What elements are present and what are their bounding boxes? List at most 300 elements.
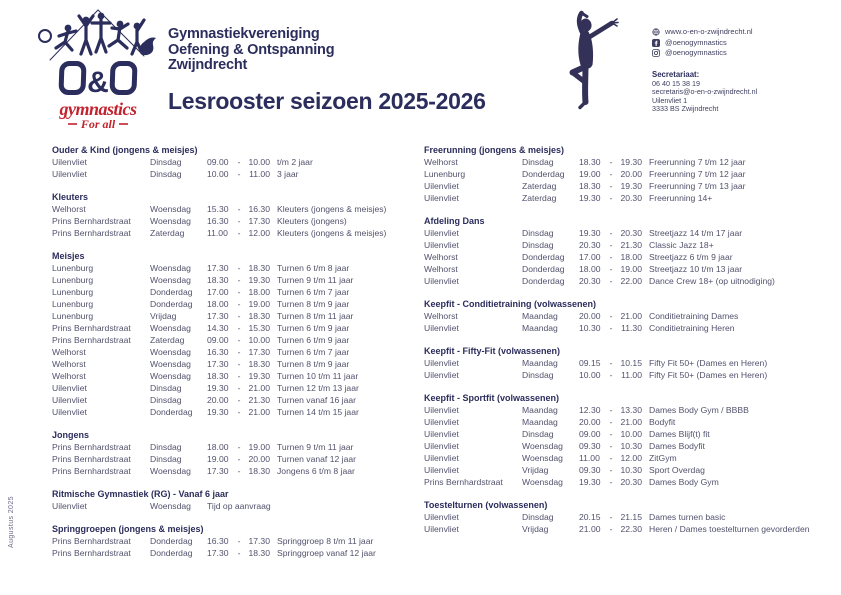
schedule-row: [52, 465, 424, 477]
section-title: Springgroepen (jongens & meisjes): [52, 524, 204, 534]
row-start-time: 09.30: [579, 465, 601, 475]
row-description: Dames turnen basic: [649, 512, 726, 522]
row-time-separator: -: [237, 311, 241, 321]
row-start-time: 17.30: [207, 548, 229, 558]
schedule-row: [52, 274, 424, 286]
schedule-row: [52, 334, 424, 346]
schedule-section: [52, 144, 424, 180]
row-time-separator: -: [609, 311, 613, 321]
row-description: Dames Bodyfit: [649, 441, 705, 451]
row-description: Streetjazz 10 t/m 13 jaar: [649, 264, 743, 274]
secretariat-street: Uilenvliet 1: [652, 95, 688, 105]
row-location: Uilenvliet: [52, 383, 87, 393]
secretariat-block: [652, 71, 757, 114]
row-time-separator: -: [609, 477, 613, 487]
row-location: Welhorst: [424, 252, 458, 262]
row-start-time: 14.30: [207, 323, 229, 333]
row-end-time: 19.00: [620, 264, 642, 274]
secretariat-city: 3333 BS Zwijndrecht: [652, 104, 719, 114]
row-start-time: 11.00: [207, 228, 228, 238]
logo-letter-o-left: [59, 61, 87, 95]
row-end-time: 12.00: [248, 228, 270, 238]
row-start-time: 17.30: [207, 359, 229, 369]
row-time-separator: -: [609, 193, 613, 203]
schedule-row: [52, 394, 424, 406]
row-day: Dinsdag: [522, 228, 554, 238]
schedule-row: [424, 464, 830, 476]
row-time-separator: -: [237, 371, 241, 381]
row-time-separator: -: [609, 264, 613, 274]
row-start-time: 20.00: [579, 417, 601, 427]
row-end-time: 21.15: [620, 512, 642, 522]
row-time-separator: -: [237, 442, 241, 452]
secretariat-label: Secretariaat:: [652, 70, 700, 79]
row-end-time: 20.00: [248, 454, 270, 464]
section-title: Ouder & Kind (jongens & meisjes): [52, 145, 198, 155]
row-day: Woensdag: [522, 453, 563, 463]
row-end-time: 21.00: [620, 311, 642, 321]
logo-ampersand: &: [87, 66, 109, 99]
row-time-separator: -: [237, 466, 241, 476]
row-start-time: 17.00: [207, 287, 229, 297]
row-location: Welhorst: [424, 264, 458, 274]
schedule-row: [52, 203, 424, 215]
row-time-separator: -: [237, 335, 241, 345]
schedule-row: [52, 406, 424, 418]
schedule-row: [52, 262, 424, 274]
row-end-time: 11.00: [621, 370, 642, 380]
row-location: Prins Bernhardstraat: [52, 335, 131, 345]
row-location: Prins Bernhardstraat: [52, 536, 131, 546]
schedule-row: [424, 156, 830, 168]
row-start-time: 18.30: [207, 371, 229, 381]
row-location: Lunenburg: [52, 275, 94, 285]
logo-letter-o-right: [109, 61, 137, 95]
row-day: Woensdag: [150, 359, 191, 369]
row-time-separator: -: [609, 429, 613, 439]
row-description: Conditietraining Heren: [649, 323, 735, 333]
row-end-time: 20.00: [620, 169, 642, 179]
row-day: Dinsdag: [522, 370, 554, 380]
schedule-row: [52, 227, 424, 239]
row-start-time: 17.30: [207, 311, 229, 321]
row-location: Prins Bernhardstraat: [52, 216, 131, 226]
row-location: Welhorst: [52, 371, 86, 381]
section-title: Keepfit - Sportfit (volwassenen): [424, 393, 560, 403]
row-location: Uilenvliet: [424, 323, 459, 333]
row-time-separator: -: [609, 512, 613, 522]
row-time-separator: -: [237, 228, 241, 238]
row-end-time: 18.00: [248, 287, 270, 297]
row-day: Woensdag: [150, 323, 191, 333]
row-location: Uilenvliet: [52, 395, 87, 405]
row-day: Woensdag: [522, 477, 563, 487]
schedule-column-right: [424, 144, 830, 570]
row-day: Woensdag: [150, 275, 191, 285]
row-description: Turnen vanaf 16 jaar: [277, 395, 356, 405]
row-day: Vrijdag: [522, 465, 549, 475]
schedule-row: [52, 298, 424, 310]
row-location: Lunenburg: [424, 169, 466, 179]
row-location: Lunenburg: [52, 299, 94, 309]
row-end-time: 22.00: [620, 276, 642, 286]
row-end-time: 20.30: [620, 477, 642, 487]
row-day: Maandag: [522, 405, 558, 415]
row-day: Donderdag: [522, 264, 565, 274]
row-time-separator: -: [237, 454, 241, 464]
row-end-time: 18.00: [620, 252, 642, 262]
row-location: Uilenvliet: [52, 169, 87, 179]
club-logo: [34, 6, 162, 130]
schedule-section: [424, 215, 830, 287]
row-start-time: 11.00: [579, 453, 600, 463]
row-description: Turnen 14 t/m 15 jaar: [277, 407, 359, 417]
row-end-time: 10.30: [620, 465, 642, 475]
row-time-separator: -: [237, 383, 241, 393]
logo-oo-letters: [34, 59, 162, 97]
row-day: Woensdag: [150, 216, 191, 226]
schedule-row: [424, 263, 830, 275]
logo-tagline: [34, 118, 162, 130]
schedule-row: [424, 440, 830, 452]
row-end-time: 21.00: [248, 407, 270, 417]
schedule-row: [52, 382, 424, 394]
row-location: Uilenvliet: [424, 441, 459, 451]
row-location: Uilenvliet: [424, 358, 459, 368]
row-description: Turnen 12 t/m 13 jaar: [277, 383, 359, 393]
facebook-icon: [652, 39, 660, 47]
row-time-separator: -: [237, 169, 241, 179]
tagline-ornament-left: [68, 123, 77, 125]
row-start-time: 09.00: [207, 157, 229, 167]
row-day: Donderdag: [150, 548, 193, 558]
schedule-section: [52, 191, 424, 239]
row-time-separator: -: [609, 524, 613, 534]
schedule-row: [52, 358, 424, 370]
row-description: Kleuters (jongens & meisjes): [277, 204, 387, 214]
row-end-time: 20.30: [620, 228, 642, 238]
row-description: Turnen 6 t/m 9 jaar: [277, 323, 350, 333]
row-day: Dinsdag: [150, 383, 182, 393]
section-title: Toestelturnen (volwassenen): [424, 500, 548, 510]
organisation-name: [168, 27, 334, 74]
row-description: Turnen 6 t/m 8 jaar: [277, 263, 350, 273]
row-start-time: 15.30: [207, 204, 229, 214]
row-time-separator: -: [237, 263, 241, 273]
row-location: Uilenvliet: [424, 453, 459, 463]
row-time-separator: -: [237, 299, 241, 309]
schedule: [52, 144, 830, 570]
row-description: Turnen 8 t/m 9 jaar: [277, 299, 350, 309]
row-description: Kleuters (jongens): [277, 216, 347, 226]
row-end-time: 18.30: [248, 548, 270, 558]
row-end-time: 18.30: [248, 359, 270, 369]
row-day: Woensdag: [150, 347, 191, 357]
schedule-row: [424, 452, 830, 464]
row-time-separator: -: [609, 453, 613, 463]
row-description: Jongens 6 t/m 8 jaar: [277, 466, 355, 476]
row-start-time: 20.00: [579, 311, 601, 321]
row-location: Uilenvliet: [424, 465, 459, 475]
schedule-section: [52, 250, 424, 418]
schedule-section: [424, 298, 830, 334]
schedule-section: [424, 392, 830, 488]
row-day: Zaterdag: [150, 335, 185, 345]
row-time-separator: -: [609, 465, 613, 475]
row-day: Dinsdag: [522, 157, 554, 167]
schedule-row: [52, 286, 424, 298]
row-location: Lunenburg: [52, 311, 94, 321]
row-start-time: 21.00: [579, 524, 601, 534]
row-end-time: 11.00: [249, 169, 270, 179]
row-description: Fifty Fit 50+ (Dames en Heren): [649, 358, 768, 368]
row-time-separator: -: [237, 157, 241, 167]
schedule-row: [52, 215, 424, 227]
schedule-row: [52, 346, 424, 358]
row-time-separator: -: [237, 287, 241, 297]
row-location: Uilenvliet: [52, 407, 87, 417]
row-description: Classic Jazz 18+: [649, 240, 714, 250]
row-location: Uilenvliet: [424, 370, 459, 380]
row-day: Zaterdag: [522, 181, 557, 191]
row-description: 3 jaar: [277, 169, 299, 179]
schedule-row: [424, 322, 830, 334]
row-start-time: 09.00: [579, 429, 601, 439]
row-start-time: 17.00: [579, 252, 601, 262]
row-location: Welhorst: [52, 359, 86, 369]
schedule-row: [424, 275, 830, 287]
row-location: Lunenburg: [52, 263, 94, 273]
row-location: Prins Bernhardstraat: [52, 228, 131, 238]
row-day: Dinsdag: [150, 157, 182, 167]
row-note: Tijd op aanvraag: [207, 501, 271, 511]
row-end-time: 10.30: [620, 441, 642, 451]
row-start-time: 12.30: [579, 405, 601, 415]
schedule-row: [52, 322, 424, 334]
row-start-time: 18.00: [207, 299, 229, 309]
row-description: Heren / Dames toestelturnen gevorderden: [649, 524, 810, 534]
row-end-time: 13.30: [620, 405, 642, 415]
row-day: Donderdag: [522, 252, 565, 262]
row-location: Prins Bernhardstraat: [52, 548, 131, 558]
section-title: Jongens: [52, 430, 90, 440]
row-time-separator: -: [609, 370, 613, 380]
row-location: Uilenvliet: [424, 276, 459, 286]
row-start-time: 19.00: [207, 454, 229, 464]
row-description: Turnen vanaf 12 jaar: [277, 454, 356, 464]
row-time-separator: -: [237, 323, 241, 333]
row-time-separator: -: [609, 323, 613, 333]
schedule-row: [52, 547, 424, 559]
row-day: Donderdag: [150, 299, 193, 309]
row-time-separator: -: [609, 228, 613, 238]
facebook-row: [652, 38, 753, 49]
schedule-row: [424, 192, 830, 204]
globe-icon: [652, 28, 660, 36]
row-start-time: 10.30: [579, 323, 601, 333]
section-title: Keepfit - Conditietraining (volwassenen): [424, 299, 597, 309]
row-end-time: 11.30: [621, 323, 642, 333]
instagram-row: [652, 48, 753, 59]
row-day: Donderdag: [150, 536, 193, 546]
row-description: Turnen 6 t/m 7 jaar: [277, 347, 350, 357]
row-description: Freerunning 7 t/m 12 jaar: [649, 157, 746, 167]
row-day: Donderdag: [522, 169, 565, 179]
row-end-time: 17.30: [248, 347, 270, 357]
row-day: Woensdag: [150, 204, 191, 214]
row-description: Springgroep 8 t/m 11 jaar: [277, 536, 374, 546]
row-start-time: 18.30: [579, 181, 601, 191]
row-day: Maandag: [522, 311, 558, 321]
row-time-separator: -: [609, 276, 613, 286]
row-description: Dance Crew 18+ (op uitnodiging): [649, 276, 775, 286]
row-day: Dinsdag: [150, 169, 182, 179]
schedule-section: [424, 499, 830, 535]
schedule-section: [52, 429, 424, 477]
row-description: Sport Overdag: [649, 465, 705, 475]
row-end-time: 17.30: [248, 216, 270, 226]
row-end-time: 10.15: [620, 358, 642, 368]
row-location: Prins Bernhardstraat: [52, 442, 131, 452]
row-end-time: 10.00: [620, 429, 642, 439]
row-day: Maandag: [522, 417, 558, 427]
row-location: Uilenvliet: [424, 228, 459, 238]
row-start-time: 19.30: [579, 228, 601, 238]
row-time-separator: -: [609, 252, 613, 262]
row-start-time: 10.00: [207, 169, 229, 179]
row-time-separator: -: [609, 157, 613, 167]
schedule-row: [52, 370, 424, 382]
section-title: Kleuters: [52, 192, 89, 202]
dancer-silhouette: [552, 10, 628, 110]
section-title: Meisjes: [52, 251, 85, 261]
row-end-time: 19.30: [620, 157, 642, 167]
row-day: Donderdag: [150, 287, 193, 297]
instagram-handle: @oenogymnastics: [665, 48, 727, 57]
schedule-row: [424, 357, 830, 369]
facebook-handle: @oenogymnastics: [665, 37, 727, 47]
row-end-time: 20.30: [620, 193, 642, 203]
row-start-time: 10.00: [579, 370, 601, 380]
row-day: Maandag: [522, 358, 558, 368]
schedule-row: [424, 404, 830, 416]
row-description: Springgroep vanaf 12 jaar: [277, 548, 376, 558]
tagline-text: For all: [80, 117, 116, 131]
row-description: t/m 2 jaar: [277, 157, 313, 167]
row-description: ZitGym: [649, 453, 677, 463]
row-end-time: 21.30: [248, 395, 270, 405]
row-start-time: 16.30: [207, 347, 229, 357]
row-time-separator: -: [237, 395, 241, 405]
row-end-time: 10.00: [248, 335, 270, 345]
row-start-time: 18.00: [207, 442, 229, 452]
row-time-separator: -: [609, 169, 613, 179]
contact-links: [652, 27, 753, 59]
row-location: Lunenburg: [52, 287, 94, 297]
row-time-separator: -: [237, 216, 241, 226]
row-location: Welhorst: [424, 311, 458, 321]
row-location: Prins Bernhardstraat: [52, 323, 131, 333]
row-day: Vrijdag: [522, 524, 549, 534]
row-location: Welhorst: [52, 347, 86, 357]
row-start-time: 19.00: [579, 169, 601, 179]
schedule-row: [52, 156, 424, 168]
row-end-time: 12.00: [620, 453, 642, 463]
row-end-time: 21.30: [620, 240, 642, 250]
row-description: Conditietraining Dames: [649, 311, 739, 321]
page-title: Lesrooster seizoen 2025-2026: [168, 88, 486, 114]
row-day: Dinsdag: [150, 442, 182, 452]
row-start-time: 09.30: [579, 441, 601, 451]
row-end-time: 19.30: [248, 275, 270, 285]
row-day: Zaterdag: [522, 193, 557, 203]
schedule-section: [52, 523, 424, 559]
row-end-time: 10.00: [248, 157, 270, 167]
row-time-separator: -: [237, 536, 241, 546]
row-location: Uilenvliet: [52, 501, 87, 511]
row-end-time: 21.00: [620, 417, 642, 427]
schedule-row: [52, 168, 424, 180]
logo-gymnastics-word: gymnastics: [59, 99, 137, 119]
schedule-row: [52, 500, 424, 512]
schedule-section: [52, 488, 424, 512]
row-description: Freerunning 7 t/m 13 jaar: [649, 181, 746, 191]
row-end-time: 21.00: [248, 383, 270, 393]
row-day: Woensdag: [522, 441, 563, 451]
row-day: Maandag: [522, 323, 558, 333]
secretariat-email: secretaris@o-en-o-zwijndrecht.nl: [652, 87, 758, 97]
schedule-section: [424, 144, 830, 204]
row-day: Donderdag: [522, 276, 565, 286]
schedule-row: [424, 523, 830, 535]
row-start-time: 18.30: [579, 157, 601, 167]
row-start-time: 20.15: [579, 512, 601, 522]
row-start-time: 20.30: [579, 240, 601, 250]
schedule-row: [52, 535, 424, 547]
row-start-time: 20.00: [207, 395, 229, 405]
row-day: Dinsdag: [522, 512, 554, 522]
row-time-separator: -: [237, 359, 241, 369]
org-name-line: Oefening & Ontspanning: [168, 41, 335, 58]
row-start-time: 16.30: [207, 216, 229, 226]
row-time-separator: -: [237, 347, 241, 357]
row-description: Turnen 6 t/m 7 jaar: [277, 287, 350, 297]
row-end-time: 18.30: [248, 263, 270, 273]
section-title: Afdeling Dans: [424, 216, 485, 226]
row-end-time: 19.30: [248, 371, 270, 381]
row-description: Dames Body Gym / BBBB: [649, 405, 749, 415]
section-title: Keepfit - Fifty-Fit (volwassenen): [424, 346, 561, 356]
section-title: Ritmische Gymnastiek (RG) - Vanaf 6 jaar: [52, 489, 229, 499]
schedule-row: [424, 251, 830, 263]
row-day: Zaterdag: [150, 228, 185, 238]
row-time-separator: -: [609, 181, 613, 191]
row-description: Turnen 8 t/m 9 jaar: [277, 359, 350, 369]
row-end-time: 22.30: [620, 524, 642, 534]
row-description: Dames Blijf(t) fit: [649, 429, 710, 439]
row-location: Uilenvliet: [52, 157, 87, 167]
secretariat-phone: 06 40 15 38 19: [652, 78, 700, 88]
row-description: Turnen 9 t/m 11 jaar: [277, 442, 354, 452]
row-start-time: 18.00: [579, 264, 601, 274]
row-day: Dinsdag: [150, 395, 182, 405]
row-end-time: 19.00: [248, 442, 270, 452]
row-day: Woensdag: [150, 501, 191, 511]
row-end-time: 16.30: [248, 204, 270, 214]
row-location: Uilenvliet: [424, 429, 459, 439]
row-day: Woensdag: [150, 263, 191, 273]
row-time-separator: -: [609, 240, 613, 250]
